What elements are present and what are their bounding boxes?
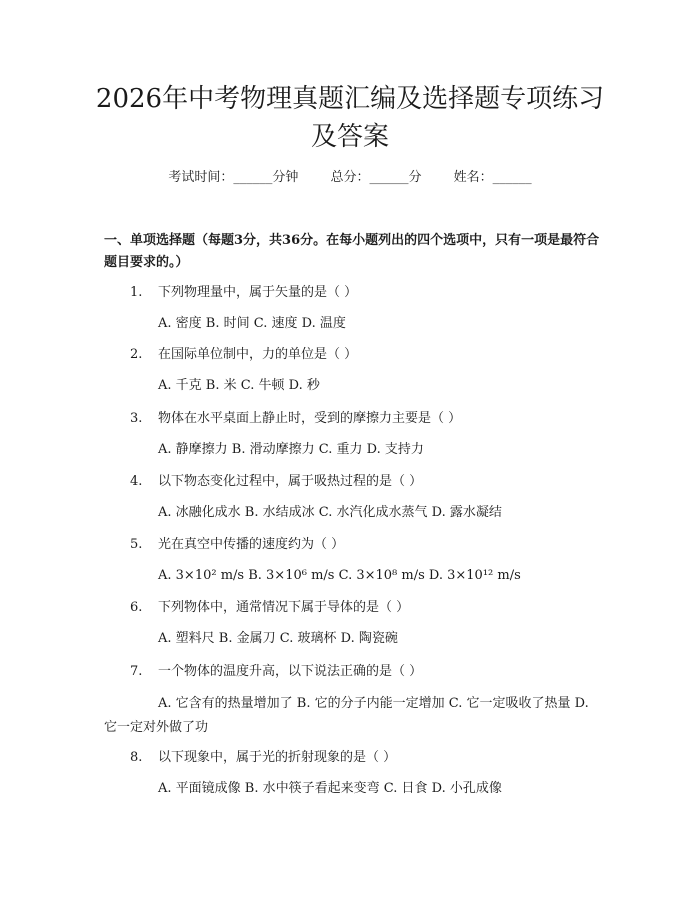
question-number: 4. (130, 474, 143, 489)
question-2 (130, 345, 357, 365)
question-7-options: A. 它含有的热量增加了 B. 它的分子内能一定增加 C. 它一定吸收了热量 D. 它一定对外做了功 (104, 696, 589, 735)
question-5 (130, 535, 344, 555)
question-text: 下列物理量中，属于矢量的是（ ） (158, 285, 358, 300)
question-1-options: A. 密度 B. 时间 C. 速度 D. 温度 (158, 316, 346, 331)
question-text: 在国际单位制中，力的单位是（ ） (158, 347, 358, 362)
question-5-options: A. 3×10² m/s B. 3×10⁶ m/s C. 3×10⁸ m/s D. 3×10¹² m/s (158, 568, 521, 583)
title-line-2: 及答案 (310, 122, 389, 152)
question-number: 5. (130, 537, 143, 552)
question-number: 2. (130, 347, 143, 362)
question-number: 3. (130, 411, 143, 426)
question-text: 物体在水平桌面上静止时，受到的摩擦力主要是（ ） (158, 411, 462, 426)
question-number: 1. (130, 285, 143, 300)
question-7 (130, 662, 422, 682)
question-4 (130, 472, 422, 492)
exam-meta (0, 168, 700, 188)
question-6-options: A. 塑料尺 B. 金属刀 C. 玻璃杯 D. 陶瓷碗 (158, 631, 398, 646)
section-header: 一、单项选择题（每题3分，共36分。在每小题列出的四个选项中，只有一项是最符合题目要求的。） (104, 233, 600, 270)
question-4-options: A. 冰融化成水 B. 水结成冰 C. 水汽化成水蒸气 D. 露水凝结 (158, 505, 502, 520)
title-line-1: 2026年中考物理真题汇编及选择题专项练习 (95, 84, 605, 114)
question-2-options: A. 千克 B. 米 C. 牛顿 D. 秒 (158, 378, 320, 393)
exam-time-label: 考试时间：______分钟 (168, 170, 299, 185)
question-6 (130, 598, 409, 618)
question-number: 6. (130, 600, 143, 615)
question-1 (130, 283, 357, 303)
question-text: 以下现象中，属于光的折射现象的是（ ） (158, 750, 397, 765)
name-label: 姓名：______ (453, 170, 532, 185)
question-number: 8. (130, 750, 143, 765)
total-score-label: 总分：______分 (330, 170, 422, 185)
question-3-options: A. 静摩擦力 B. 滑动摩擦力 C. 重力 D. 支持力 (158, 442, 424, 457)
question-text: 一个物体的温度升高，以下说法正确的是（ ） (158, 664, 423, 679)
question-text: 光在真空中传播的速度约为（ ） (158, 537, 345, 552)
question-3 (130, 409, 461, 429)
question-text: 下列物体中，通常情况下属于导体的是（ ） (158, 600, 410, 615)
question-text: 以下物态变化过程中，属于吸热过程的是（ ） (158, 474, 423, 489)
page-title (40, 80, 660, 156)
question-number: 7. (130, 664, 143, 679)
question-8 (130, 748, 396, 768)
question-8-options: A. 平面镜成像 B. 水中筷子看起来变弯 C. 日食 D. 小孔成像 (158, 781, 502, 796)
